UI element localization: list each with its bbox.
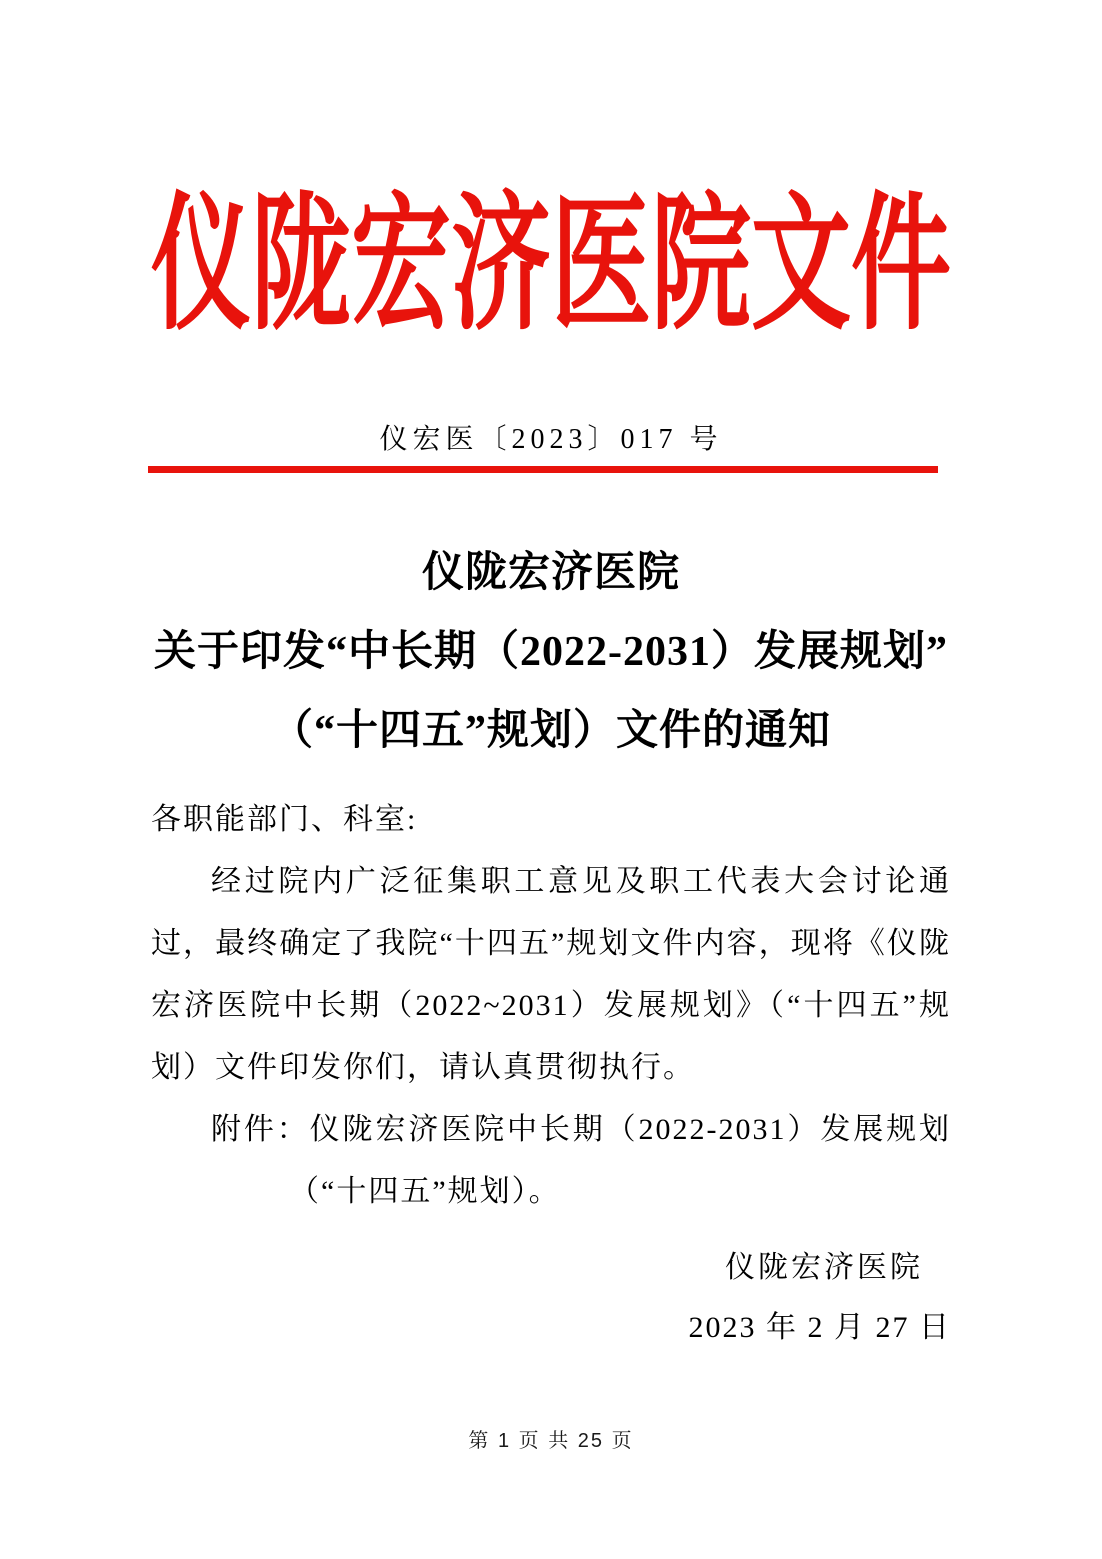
page-number-indicator: 第 1 页 共 25 页 (468, 1430, 634, 1452)
signature-issuer: 仪陇宏济医院 (725, 1251, 923, 1284)
document-title-line-2: 关于印发“中长期（2022-2031）发展规划” (154, 629, 948, 675)
document-number: 仪宏医〔2023〕017 号 (379, 424, 723, 455)
signature-date: 2023 年 2 月 27 日 (688, 1311, 951, 1344)
salutation-line: 各职能部门、科室: (151, 803, 418, 836)
body-paragraph: 经过院内广泛征集职工意见及职工代表大会讨论通过，最终确定了我院“十四五”规划文件内容，现将《仪陇宏济医院中长期（2022~2031）发展规划》（“十四五”规划）文件印发你们，请认真贯彻执行。 (151, 865, 951, 1084)
document-title (151, 534, 951, 771)
letterhead-divider-rule (148, 466, 938, 473)
signature-block (151, 1238, 951, 1358)
attachment-note: 附件：仪陇宏济医院中长期（2022-2031）发展规划（“十四五”规划）。 (211, 1113, 951, 1208)
document-body (151, 789, 951, 1223)
document-title-line-3: （“十四五”规划）文件的通知 (270, 708, 831, 754)
document-title-line-1: 仪陇宏济医院 (421, 550, 680, 596)
letterhead-brand-title: 仪陇宏济医院文件 (151, 183, 951, 348)
